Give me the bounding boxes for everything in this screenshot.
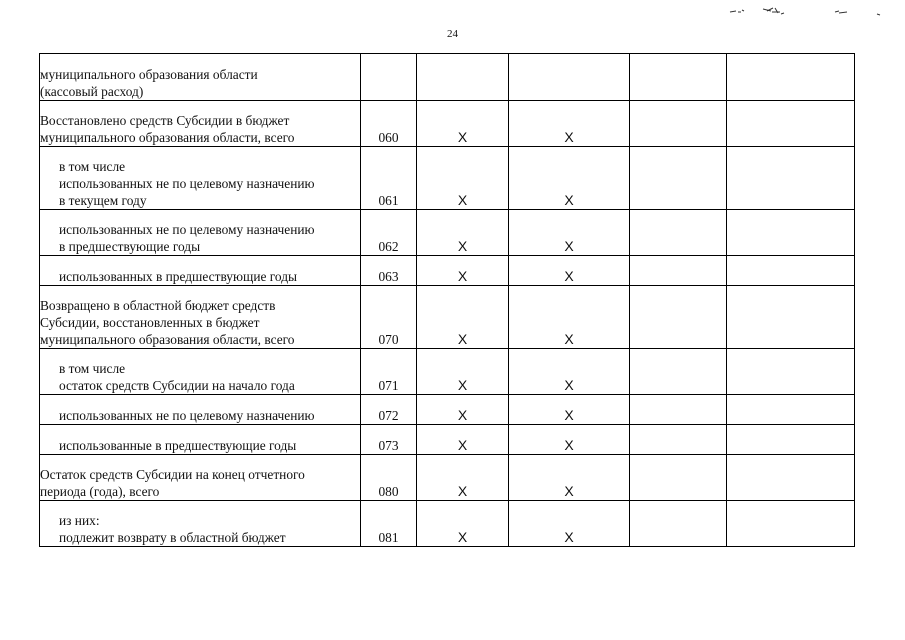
cell-col5 (630, 395, 727, 425)
row-label (40, 101, 361, 147)
cell-col4: X (509, 101, 630, 147)
row-label-line: в том числе (59, 361, 126, 376)
cell-col5 (630, 54, 727, 101)
row-label-line: Остаток средств Субсидии на конец отчетного (40, 467, 305, 482)
cell-col5 (630, 455, 727, 501)
cell-col6 (727, 395, 855, 425)
row-label-line: в том числе (59, 159, 126, 174)
cell-col6 (727, 210, 855, 256)
row-label-line: Возвращено в областной бюджет средств (40, 298, 276, 313)
row-label-line: из них: (59, 513, 100, 528)
cell-col5 (630, 256, 727, 286)
row-code: 072 (361, 395, 417, 425)
row-label-line: Субсидии, восстановленных в бюджет (40, 315, 260, 330)
row-code: 061 (361, 147, 417, 210)
row-label-line: Восстановлено средств Субсидии в бюджет (40, 113, 290, 128)
row-label-line: муниципального образования области, всего (40, 130, 295, 145)
cell-col3: X (417, 286, 509, 349)
cell-col4: X (509, 349, 630, 395)
cell-col6 (727, 54, 855, 101)
row-label-line: муниципального образования области, всего (40, 332, 295, 347)
report-table (39, 53, 855, 547)
row-label (40, 349, 361, 395)
row-code: 060 (361, 101, 417, 147)
table-row (40, 395, 855, 425)
table-row (40, 256, 855, 286)
row-code: 071 (361, 349, 417, 395)
row-label-line: использованные в предшествующие годы (59, 438, 297, 453)
cell-col3: X (417, 349, 509, 395)
report-table-body (40, 54, 855, 547)
row-code: 070 (361, 286, 417, 349)
cell-col3: X (417, 210, 509, 256)
table-row (40, 101, 855, 147)
cell-col4: X (509, 286, 630, 349)
row-code: 081 (361, 501, 417, 547)
row-code (361, 54, 417, 101)
cell-col4: X (509, 147, 630, 210)
row-code: 062 (361, 210, 417, 256)
cell-col6 (727, 256, 855, 286)
cell-col4: X (509, 501, 630, 547)
row-label-line: использованных не по целевому назначению (59, 176, 315, 191)
cell-col3: X (417, 455, 509, 501)
table-row (40, 455, 855, 501)
row-label-line: (кассовый расход) (40, 84, 144, 99)
row-label (40, 147, 361, 210)
page-number: 24 (447, 28, 458, 40)
cell-col4: X (509, 425, 630, 455)
row-label (40, 425, 361, 455)
cell-col4: X (509, 455, 630, 501)
cell-col4 (509, 54, 630, 101)
cell-col3: X (417, 425, 509, 455)
cell-col6 (727, 455, 855, 501)
row-code: 073 (361, 425, 417, 455)
cell-col5 (630, 349, 727, 395)
cell-col3: X (417, 395, 509, 425)
row-label-line: остаток средств Субсидии на начало года (59, 378, 295, 393)
row-label-line: муниципального образования области (40, 67, 258, 82)
row-label (40, 395, 361, 425)
cell-col5 (630, 286, 727, 349)
cell-col5 (630, 425, 727, 455)
row-code: 063 (361, 256, 417, 286)
cell-col6 (727, 101, 855, 147)
table-row (40, 147, 855, 210)
cell-col6 (727, 425, 855, 455)
table-row (40, 425, 855, 455)
cell-col4: X (509, 256, 630, 286)
row-label (40, 501, 361, 547)
cell-col3: X (417, 101, 509, 147)
cell-col3 (417, 54, 509, 101)
table-row (40, 349, 855, 395)
table-row (40, 210, 855, 256)
cell-col3: X (417, 256, 509, 286)
cell-col5 (630, 101, 727, 147)
row-label-line: в текущем году (59, 193, 147, 208)
cell-col5 (630, 210, 727, 256)
cell-col6 (727, 501, 855, 547)
row-label (40, 256, 361, 286)
row-label-line: периода (года), всего (40, 484, 160, 499)
cell-col3: X (417, 501, 509, 547)
row-label-line: в предшествующие годы (59, 239, 201, 254)
table-row (40, 286, 855, 349)
cell-col6 (727, 147, 855, 210)
row-label-line: использованных в предшествующие годы (59, 269, 298, 284)
row-label (40, 455, 361, 501)
row-label-line: использованных не по целевому назначению (59, 222, 315, 237)
cell-col6 (727, 286, 855, 349)
table-row (40, 54, 855, 101)
cell-col5 (630, 147, 727, 210)
row-label-line: подлежит возврату в областной бюджет (59, 530, 286, 545)
scan-artifact-marks (705, 0, 905, 24)
row-label (40, 286, 361, 349)
cell-col6 (727, 349, 855, 395)
row-label (40, 54, 361, 101)
row-code: 080 (361, 455, 417, 501)
table-row (40, 501, 855, 547)
cell-col5 (630, 501, 727, 547)
row-label (40, 210, 361, 256)
cell-col4: X (509, 210, 630, 256)
cell-col4: X (509, 395, 630, 425)
row-label-line: использованных не по целевому назначению (59, 408, 315, 423)
cell-col3: X (417, 147, 509, 210)
